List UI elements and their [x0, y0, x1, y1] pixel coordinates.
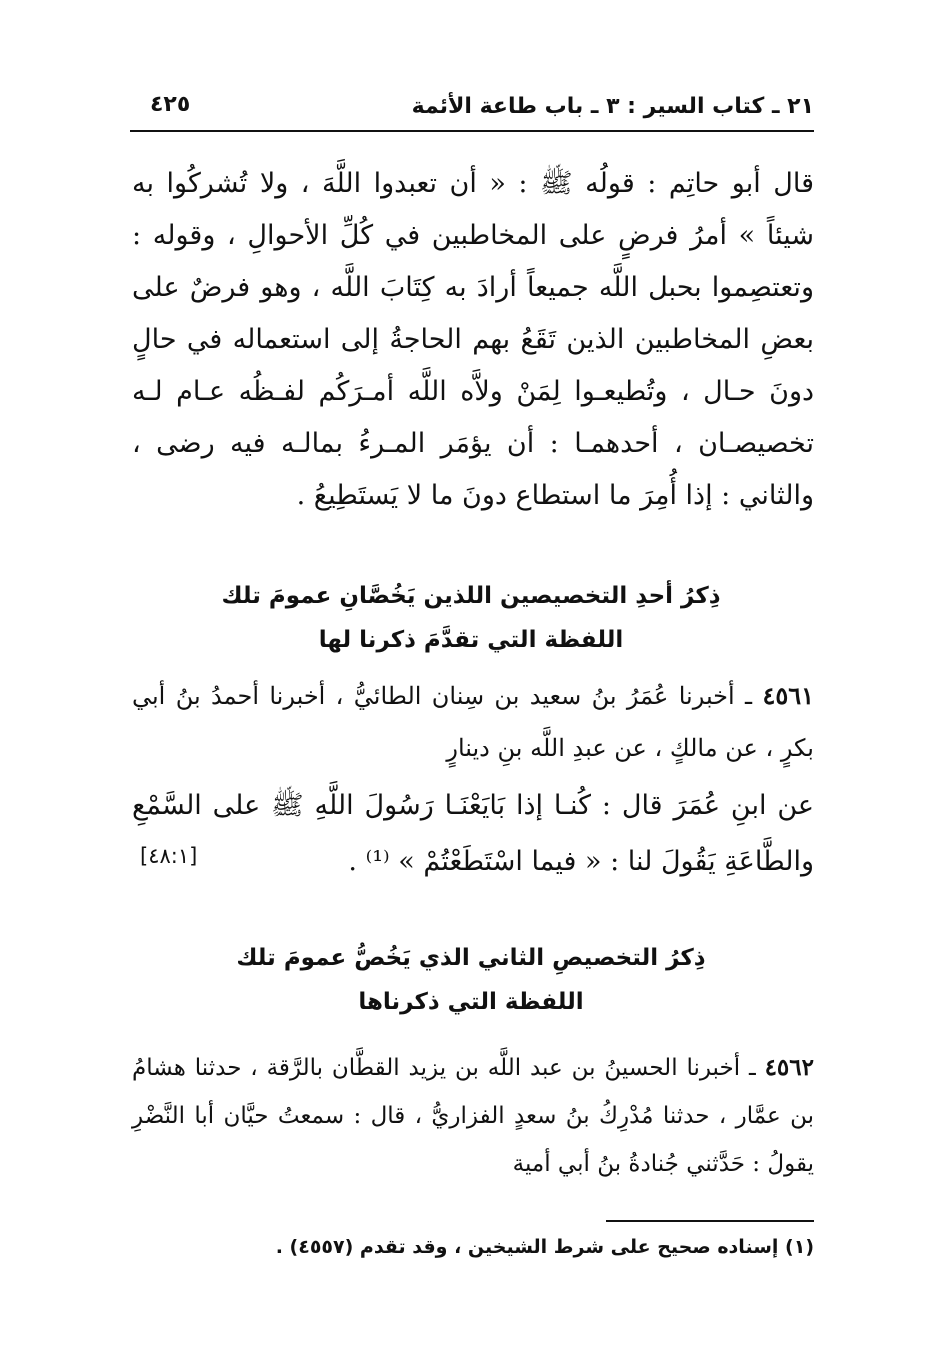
commentary-paragraph: قال أبو حاتِم : قولُه ﷺ : « أن تعبدوا اللَّهَ ، ولا تُشركُوا به شيئاً » أمرُ فرضٍ على المخاطبين في كُلِّ الأحوالِ ، وقوله : وتعتصِموا بحبل اللَّه جميعاً أرادَ به كِتَابَ اللَّه ، وهو فرضٌ على بعضِ المخاطبين الذين تَقَعُ بهم الحاجةُ إلى استعماله في حالٍ دونَ حـال ، وتُطيعـوا لِمَنْ ولاَّه اللَّه أمـرَكُم لفـظُه عـام لـه تخصيصـان ، أحدهمـا : أن يؤمَر المـرءُ بمالـه فيه رضى ، والثاني : إذا أُمِرَ ما استطاع دونَ ما لا يَستَطِيعُ .: [132, 168, 815, 511]
section-heading-2-line1: ذِكرُ التخصيصِ الثاني الذي يَخُصُّ عمومَ تلك: [236, 945, 706, 971]
hadith-4561-matn: عن ابنِ عُمَرَ قال : كُنـا إذا بَايَعْنَـا رَسُولَ اللَّهِ ﷺ على السَّمْعِ والطَّاعَةِ يَقُولَ لنا : « فيما اسْتَطَعْتُمْ » ⁽¹⁾ .: [132, 790, 814, 877]
page-number: ٤٢٥: [150, 92, 191, 117]
running-title: ٢١ ـ كتاب السير : ٣ ـ باب طاعة الأئمة: [411, 94, 814, 119]
hadith-4561-isnad: [132, 670, 814, 774]
footnote: (١) إسناده صحيح على شرط الشيخين ، وقد تقدم (٤٥٥٧) .: [275, 1236, 814, 1258]
section-heading-2: [150, 936, 792, 1024]
footnote-divider: [606, 1220, 814, 1222]
section-heading-1-line2: اللفظة التي تقدَّمَ ذكرنا لها: [318, 627, 624, 653]
section-heading-2-line2: اللفظة التي ذكرناها: [358, 989, 584, 1015]
hadith-number: ٤٥٦٢: [764, 1054, 814, 1081]
page-header: [130, 92, 814, 132]
section-heading-1: [150, 574, 792, 662]
hadith-4562-isnad: [132, 1044, 814, 1188]
hadith-isnad-text: ـ أخبرنا عُمَرُ بنُ سعيد بن سِنان الطائيُّ ، أخبرنا أحمدُ بنُ أبي بكرٍ ، عن مالكٍ ، عن عبدِ اللَّه بنِ دينارٍ: [132, 682, 814, 762]
hadith-number: ٤٥٦١: [762, 681, 814, 710]
hadith-isnad-text: ـ أخبرنا الحسينُ بن عبد اللَّه بن يزيد القطَّان بالرَّقة ، حدثنا هشامُ بن عمَّار ، حدثنا مُدْرِكُ بنُ سعدٍ الفزاريُّ ، قال : سمعتُ حيَّان أبا النَّضْرِ يقولُ : حَدَّثني جُنادةُ بنُ أبي أمية: [132, 1055, 814, 1177]
section-heading-1-line1: ذِكرُ أحدِ التخصيصين اللذين يَخُصَّانِ عمومَ تلك: [221, 583, 721, 609]
hadith-reference: [٤٨:١]: [140, 844, 198, 868]
